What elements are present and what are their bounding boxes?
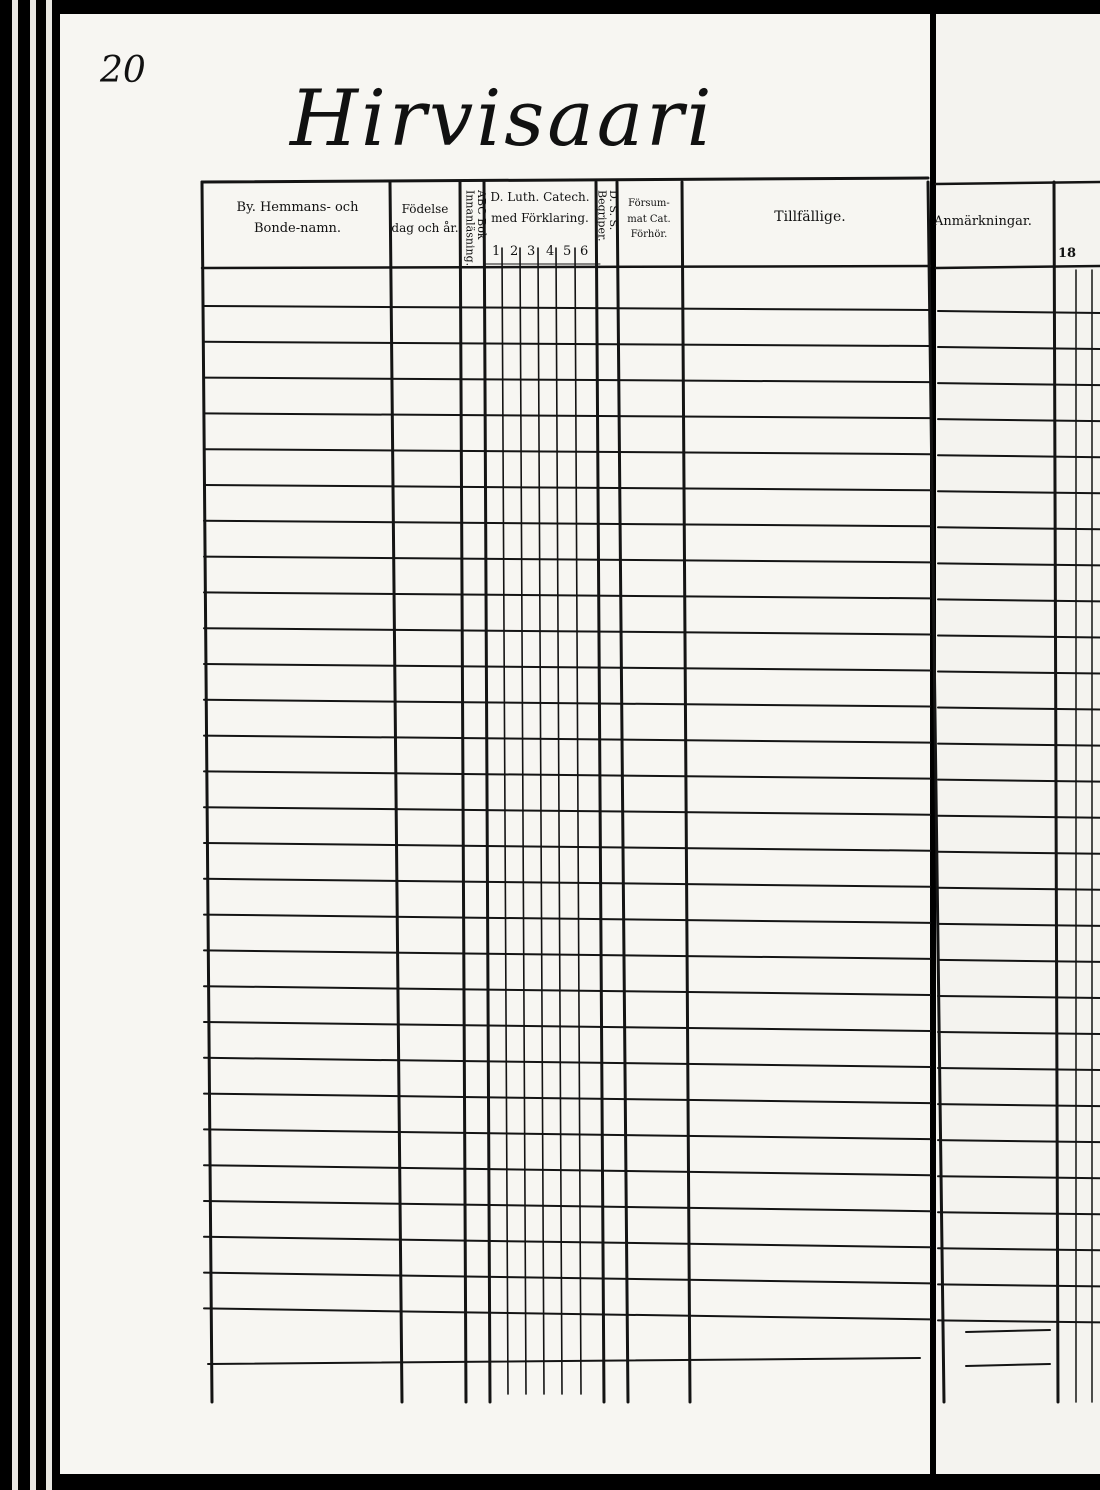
village-title: Hirvisaari [290, 74, 715, 164]
header-name-line1: By. Hemmans- och [236, 200, 359, 215]
row-rule [204, 592, 930, 598]
header-bottom-rule [202, 266, 930, 268]
row-rule [204, 843, 930, 851]
catechism-subcolumn-rule [520, 248, 526, 1394]
row-rule [204, 485, 930, 490]
header-birth [390, 200, 460, 238]
row-rule [204, 807, 930, 815]
row-rule [204, 879, 930, 887]
catechism-part-1: 1 [492, 244, 501, 259]
row-rule [204, 1129, 930, 1139]
header-dss [596, 190, 619, 242]
row-rule [204, 378, 930, 383]
header-missed [617, 196, 681, 243]
column-rule [484, 182, 490, 1402]
row-rule [204, 1165, 930, 1175]
header-catechism-line1: D. Luth. Catech. [490, 190, 590, 204]
header-name [205, 198, 390, 240]
header-year-prefix: 18 [1058, 246, 1077, 261]
catechism-subcolumn-rule [538, 248, 544, 1394]
catechism-part-6: 6 [580, 244, 589, 259]
row-rule [204, 1273, 930, 1284]
header-remarks: Anmärkningar. [934, 214, 1032, 229]
row-rule [204, 915, 930, 923]
row-rule [204, 521, 930, 527]
header-missed-line3: Förhör. [630, 229, 668, 240]
column-rule [390, 182, 402, 1402]
row-rule [204, 1058, 930, 1067]
catechism-part-3: 3 [527, 244, 536, 259]
column-rule [617, 182, 628, 1402]
column-rule [682, 182, 690, 1402]
header-bottom-rule-right [936, 266, 1100, 268]
header-abc-line1: ABC Bok [475, 190, 489, 240]
header-missed-line2: mat Cat. [627, 213, 671, 225]
catechism-subcolumn-rule [502, 248, 508, 1394]
row-rule [204, 413, 930, 418]
row-rule [204, 306, 930, 310]
row-rule [204, 1094, 930, 1104]
catechism-part-2: 2 [510, 244, 519, 259]
row-rule [204, 950, 930, 959]
table-top-rule-right [936, 182, 1100, 184]
row-rule [204, 1022, 930, 1031]
header-missed-line1: Försum- [628, 198, 670, 209]
row-rule [204, 986, 930, 995]
catechism-part-5: 5 [563, 244, 572, 259]
catechism-subcolumn-rule [556, 248, 562, 1394]
row-rule [204, 449, 930, 454]
header-dss-line2: Begriper. [595, 190, 609, 242]
column-rule-right [1054, 182, 1058, 1402]
row-rule [204, 1201, 930, 1211]
table-top-rule [202, 178, 928, 182]
column-rule [928, 182, 944, 1402]
catechism-subcolumn-rule [575, 248, 581, 1394]
column-rule [596, 182, 604, 1402]
row-rule [208, 1358, 920, 1364]
row-rule [204, 557, 930, 563]
catechism-part-4: 4 [546, 244, 555, 259]
row-rule [204, 628, 930, 634]
header-birth-line1: Födelse [401, 202, 449, 216]
header-birth-line2: dag och år. [391, 221, 459, 236]
header-catechism-line2: med Förklaring. [491, 211, 589, 225]
page-number: 20 [100, 50, 146, 91]
row-rule [204, 1308, 930, 1319]
row-rule [204, 736, 930, 743]
column-rule [202, 182, 212, 1402]
row-rule [204, 771, 930, 778]
row-rule [204, 664, 930, 671]
column-rule [460, 182, 466, 1402]
row-rule-right [966, 1330, 1050, 1332]
header-abc-line2: Innanläsning. [463, 190, 477, 267]
header-name-line2: Bonde-namn. [253, 220, 342, 236]
header-dss-line1: D. S. S. [607, 190, 621, 231]
header-catechism [484, 187, 596, 229]
row-rule [204, 342, 930, 346]
row-rule [204, 700, 930, 707]
row-rule-right [966, 1364, 1050, 1366]
header-occasional: Tillfällige. [774, 209, 846, 225]
row-rule [204, 1237, 930, 1248]
